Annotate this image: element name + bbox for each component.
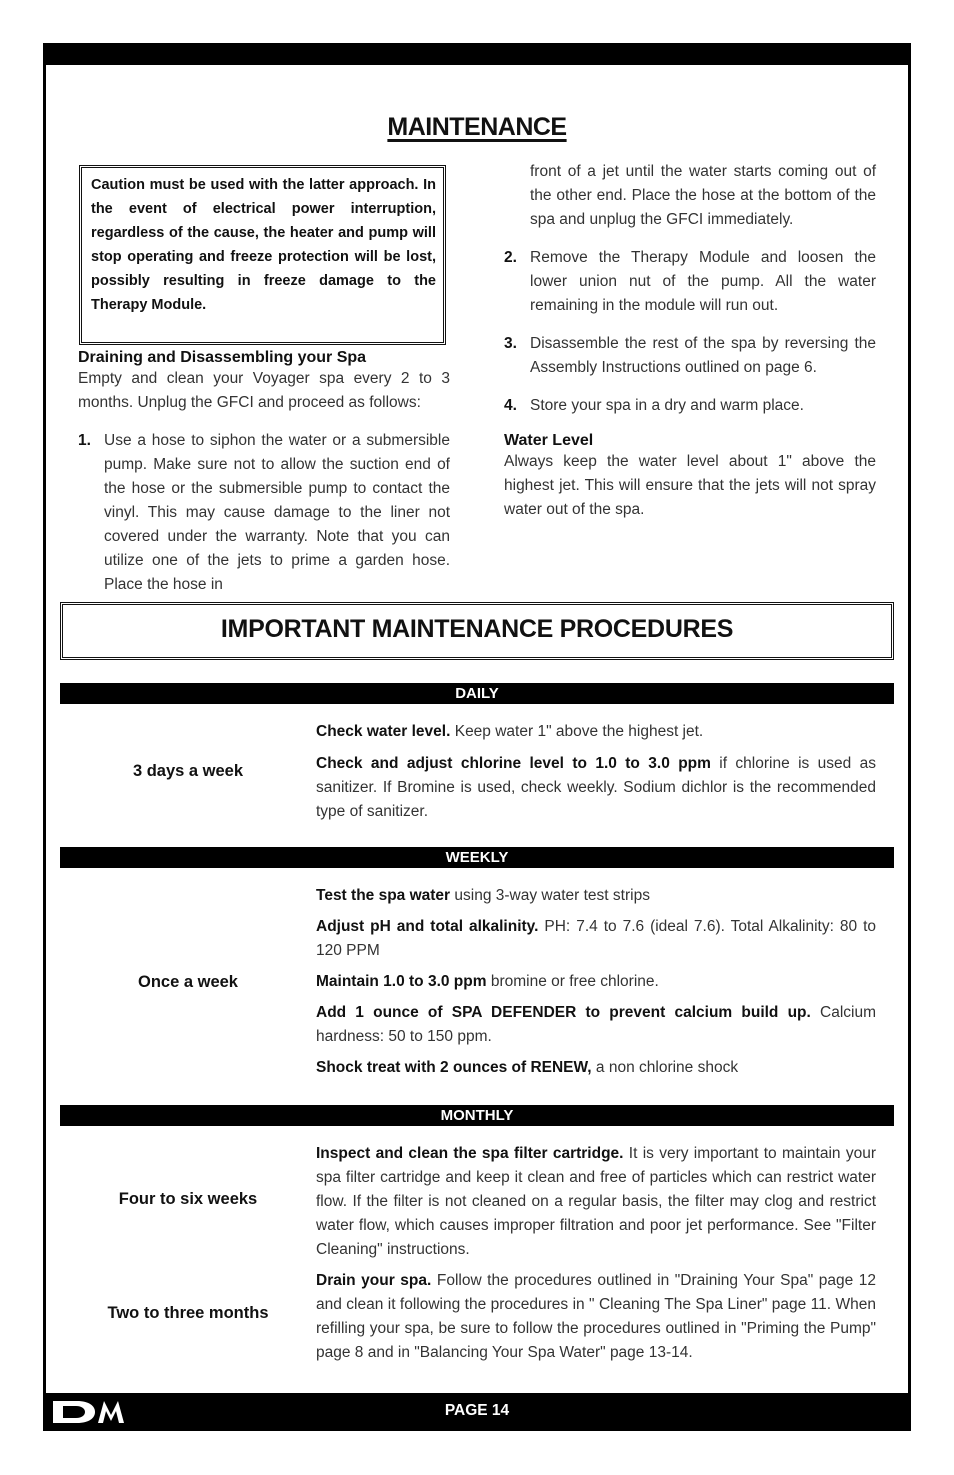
step-text: Use a hose to siphon the water or a submersible pump. Make sure not to allow the suction end of the hose or the submersible pump to contact the vinyl. This may cause damage to the liner not covered under the warranty. Note that you can utilize one of the jets to prime a garden hose. Place the hose in bbox=[104, 432, 450, 593]
task-item: Maintain 1.0 to 3.0 ppm bromine or free chlorine. bbox=[316, 973, 659, 990]
step-3 bbox=[504, 332, 876, 380]
step-number: 4. bbox=[504, 397, 517, 414]
task-item: Check water level. Keep water 1" above the highest jet. bbox=[316, 723, 704, 740]
water-level-text: Always keep the water level about 1" above the highest jet. This will ensure that the jets will not spray water out of the spa. bbox=[504, 453, 876, 518]
task-item: Add 1 ounce of SPA DEFENDER to prevent calcium build up. Calcium hardness: 50 to 150 ppm. bbox=[316, 1004, 876, 1045]
monthly-task-drain bbox=[316, 1269, 876, 1365]
page-title: MAINTENANCE bbox=[387, 113, 567, 141]
daily-tasks bbox=[316, 720, 876, 824]
frequency-label: 3 days a week bbox=[132, 762, 244, 780]
page-footer bbox=[46, 1393, 908, 1431]
task-item: Adjust pH and total alkalinity. PH: 7.4 to 7.6 (ideal 7.6). Total Alkalinity: 80 to 120 PPM bbox=[316, 918, 876, 959]
task-item: Inspect and clean the spa filter cartridge. It is very important to maintain your spa filter cartridge and keep it clean and free of particles which can restrict water flow. If the filter is not cleaned on a regular basis, the filter may clog and restrict water flow, which causes improper filtration and poor jet performance. See "Filter Cleaning" instructions. bbox=[316, 1145, 876, 1258]
procedures-banner bbox=[60, 602, 894, 660]
page-frame bbox=[43, 43, 911, 1431]
section-header-monthly: MONTHLY bbox=[60, 1105, 894, 1126]
step-text: Remove the Therapy Module and loosen the lower union nut of the pump. All the water remaining in the module will run out. bbox=[530, 249, 876, 314]
step-number: 1. bbox=[78, 432, 91, 449]
task-item: Drain your spa. Follow the procedures outlined in "Draining Your Spa" page 12 and clean it following the procedures in " Cleaning The Spa Liner" page 11. When refilling your spa, be sure to follow the procedures outlined in "Priming the Pump" page 8 and in "Balancing Your Spa Water" page 13-14. bbox=[316, 1272, 877, 1361]
caution-box bbox=[79, 165, 446, 345]
step-number: 2. bbox=[504, 249, 517, 266]
section-header-weekly: WEEKLY bbox=[60, 847, 894, 868]
procedures-title: IMPORTANT MAINTENANCE PROCEDURES bbox=[220, 615, 734, 643]
page-content bbox=[46, 65, 908, 1393]
frequency-label: Once a week bbox=[138, 973, 238, 991]
step-1-continued: front of a jet until the water starts coming out of the other end. Place the hose at the bottom of the spa and unplug the GFCI immediately. bbox=[530, 163, 876, 228]
task-item: Shock treat with 2 ounces of RENEW, a non chlorine shock bbox=[316, 1059, 739, 1076]
frequency-label: Two to three months bbox=[107, 1304, 269, 1322]
step-text: Disassemble the rest of the spa by reversing the Assembly Instructions outlined on page 6. bbox=[530, 335, 876, 376]
water-level-heading: Water Level bbox=[504, 432, 594, 449]
step-text: Store your spa in a dry and warm place. bbox=[530, 397, 804, 414]
monthly-task-filter bbox=[316, 1142, 876, 1262]
draining-intro: Empty and clean your Voyager spa every 2 to 3 months. Unplug the GFCI and proceed as follows: bbox=[78, 370, 450, 411]
step-number: 3. bbox=[504, 335, 517, 352]
step-1 bbox=[78, 429, 450, 597]
section-header-daily: DAILY bbox=[60, 683, 894, 704]
left-column bbox=[78, 349, 450, 597]
right-column bbox=[504, 160, 876, 522]
weekly-tasks bbox=[316, 884, 876, 1080]
step-2 bbox=[504, 246, 876, 318]
frequency-label: Four to six weeks bbox=[118, 1190, 258, 1208]
draining-heading: Draining and Disassembling your Spa bbox=[78, 349, 367, 366]
caution-text: Caution must be used with the latter approach. In the event of electrical power interruption, regardless of the cause, the heater and pump will stop operating and freeze protection will be lost, possibly resulting in freeze damage to the Therapy Module. bbox=[91, 177, 436, 313]
page-number: PAGE 14 bbox=[444, 1402, 510, 1419]
task-item: Test the spa water using 3-way water test strips bbox=[316, 887, 650, 904]
task-item: Check and adjust chlorine level to 1.0 to 3.0 ppm if chlorine is used as sanitizer. If Bromine is used, check weekly. Sodium dichlor is the recommended type of sanitizer. bbox=[316, 755, 876, 820]
step-4 bbox=[504, 394, 876, 418]
